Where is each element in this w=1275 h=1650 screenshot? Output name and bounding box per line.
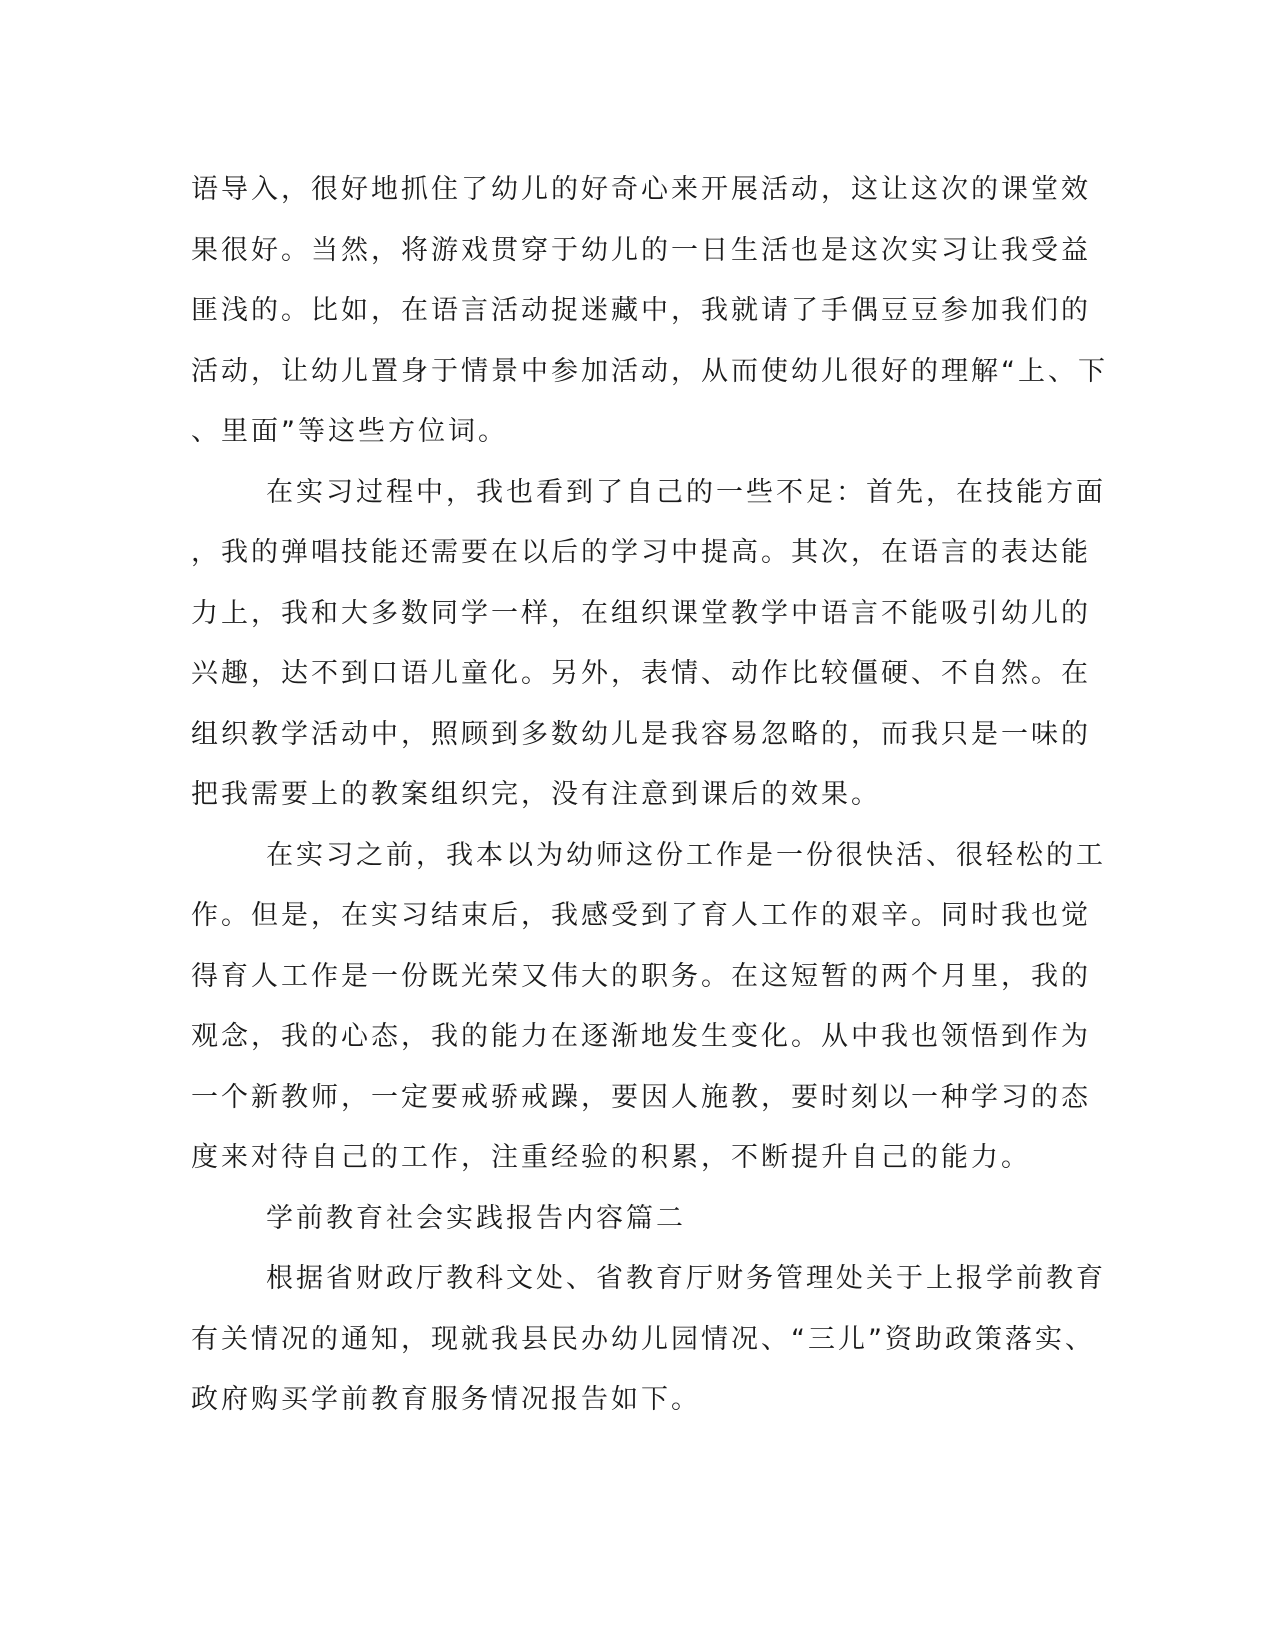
text-line: 一个新教师，一定要戒骄戒躁，要因人施教，要时刻以一种学习的态: [191, 1081, 1091, 1113]
paragraph-reflection: [191, 826, 1106, 1189]
text-line: 匪浅的。比如，在语言活动捉迷藏中，我就请了手偶豆豆参加我们的: [191, 295, 1091, 326]
text-line: 得育人工作是一份既光荣又伟大的职务。在这短暂的两个月里，我的: [191, 960, 1091, 992]
text-line: 在实习过程中，我也看到了自己的一些不足：首先，在技能方面: [266, 476, 1106, 508]
text-line: 把我需要上的教案组织完，没有注意到课后的效果。: [191, 779, 881, 810]
paragraph-shortcomings: [191, 463, 1106, 826]
text-line: 兴趣，达不到口语儿童化。另外，表情、动作比较僵硬、不自然。在: [191, 658, 1091, 689]
paragraph-activity-intro: [191, 160, 1108, 463]
section-title: 学前教育社会实践报告内容篇二: [266, 1202, 686, 1234]
text-line: 政府购买学前教育服务情况报告如下。: [191, 1384, 701, 1415]
text-line: 作。但是，在实习结束后，我感受到了育人工作的艰辛。同时我也觉: [191, 900, 1091, 931]
text-line: ，我的弹唱技能还需要在以后的学习中提高。其次，在语言的表达能: [191, 537, 1091, 568]
text-line: 、里面”等这些方位词。: [191, 416, 508, 447]
text-line: 语导入，很好地抓住了幼儿的好奇心来开展活动，这让这次的课堂效: [191, 174, 1091, 205]
text-line: 观念，我的心态，我的能力在逐渐地发生变化。从中我也领悟到作为: [191, 1021, 1091, 1052]
text-line: 力上，我和大多数同学一样，在组织课堂教学中语言不能吸引幼儿的: [191, 597, 1091, 629]
text-line: 在实习之前，我本以为幼师这份工作是一份很快活、很轻松的工: [266, 839, 1106, 871]
text-line: 果很好。当然，将游戏贯穿于幼儿的一日生活也是这次实习让我受益: [191, 234, 1091, 266]
text-line: 根据省财政厅教科文处、省教育厅财务管理处关于上报学前教育: [266, 1263, 1106, 1294]
text-line: 组织教学活动中，照顾到多数幼儿是我容易忽略的，而我只是一味的: [191, 718, 1091, 750]
paragraph-report-intro: [191, 1249, 1106, 1431]
document-body: [191, 160, 1108, 1431]
section-heading: [191, 1189, 1084, 1250]
text-line: 活动，让幼儿置身于情景中参加活动，从而使幼儿很好的理解“上、下: [191, 355, 1108, 387]
text-line: 度来对待自己的工作，注重经验的积累，不断提升自己的能力。: [191, 1142, 1031, 1173]
text-line: 有关情况的通知，现就我县民办幼儿园情况、“三儿”资助政策落实、: [191, 1323, 1095, 1355]
